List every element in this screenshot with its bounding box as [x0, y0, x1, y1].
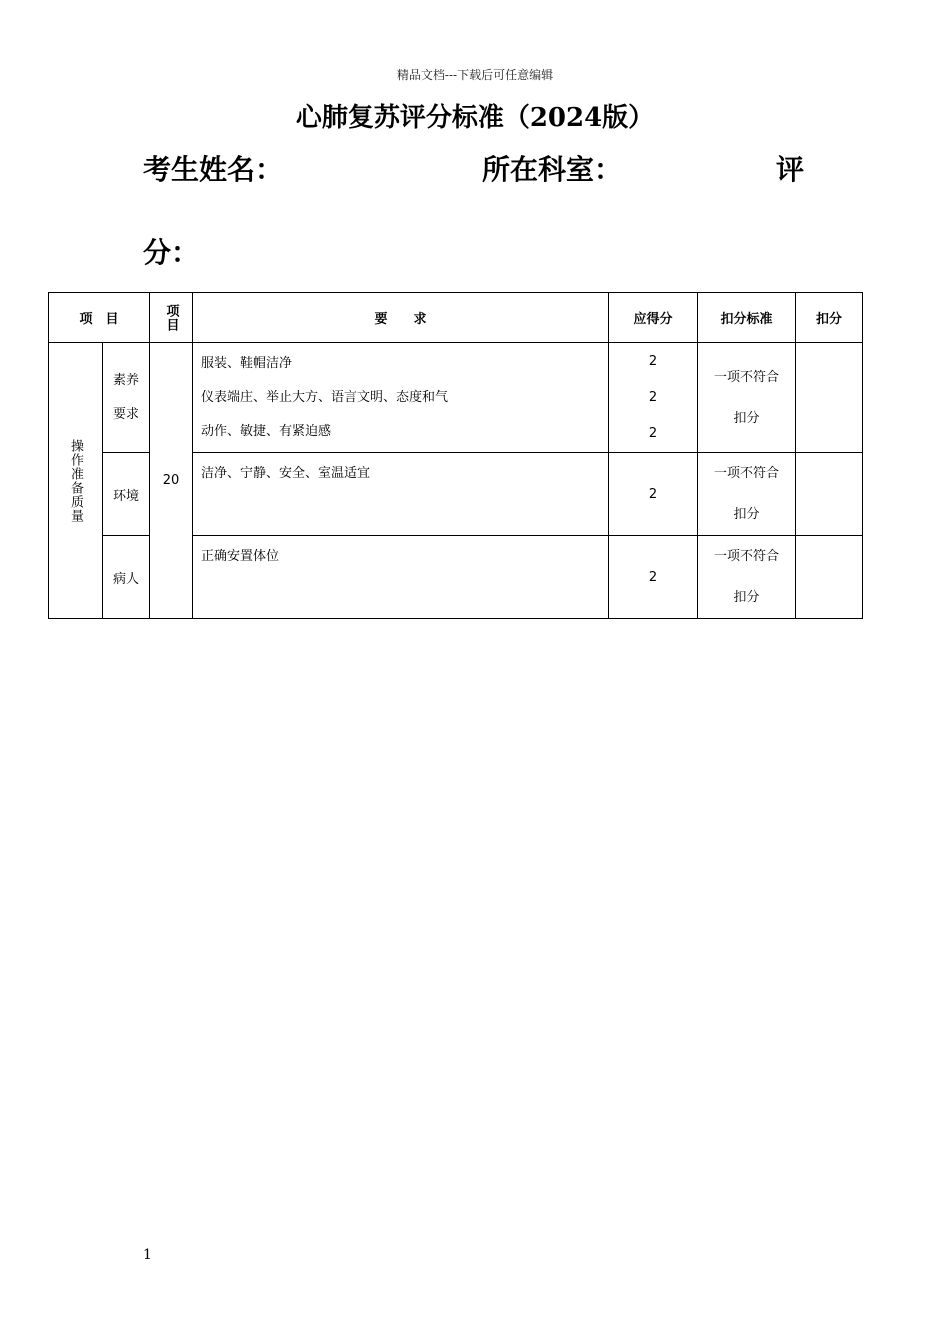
category-cell — [49, 343, 103, 619]
header-item: 项 目 — [49, 293, 150, 343]
page-number: 1 — [143, 1247, 152, 1263]
header-note: 精品文档---下载后可任意编辑 — [396, 68, 554, 82]
subcategory-cell: 病人 — [103, 536, 150, 619]
header-requirement: 要 求 — [193, 293, 609, 343]
score-label-part2: 分： — [143, 236, 200, 269]
department-label: 所在科室： — [482, 153, 623, 186]
points-cell: 2 — [609, 536, 698, 619]
header-points: 应得分 — [609, 293, 698, 343]
points-cell: 2 2 2 — [609, 343, 698, 453]
category-points: 20 — [150, 343, 193, 619]
subcategory-cell: 环境 — [103, 453, 150, 536]
header-item2: 项目 — [150, 293, 193, 343]
header-deduct-standard: 扣分标准 — [698, 293, 796, 343]
subcategory-cell: 素养 要求 — [103, 343, 150, 453]
deduction-cell[interactable] — [796, 453, 863, 536]
table-header-row — [49, 293, 863, 343]
requirement-cell: 服装、鞋帽洁净 仪表端庄、举止大方、语言文明、态度和气 动作、敏捷、有紧迫感 — [193, 343, 609, 453]
header-deduction: 扣分 — [796, 293, 863, 343]
deduction-cell[interactable] — [796, 536, 863, 619]
requirement-cell: 正确安置体位 — [193, 536, 609, 619]
table-row — [49, 343, 863, 453]
document-title: 心肺复苏评分标准（2024版） — [295, 103, 655, 133]
deduction-cell[interactable] — [796, 343, 863, 453]
examinee-name-label: 考生姓名： — [143, 153, 284, 186]
scoring-table — [48, 292, 863, 619]
requirement-cell: 洁净、宁静、安全、室温适宜 — [193, 453, 609, 536]
standard-cell: 一项不符合 扣分 — [698, 453, 796, 536]
points-cell: 2 — [609, 453, 698, 536]
standard-cell: 一项不符合 扣分 — [698, 343, 796, 453]
category-label: 操作准备质量 — [68, 438, 83, 523]
standard-cell: 一项不符合 扣分 — [698, 536, 796, 619]
score-label-part1: 评 — [776, 153, 805, 186]
